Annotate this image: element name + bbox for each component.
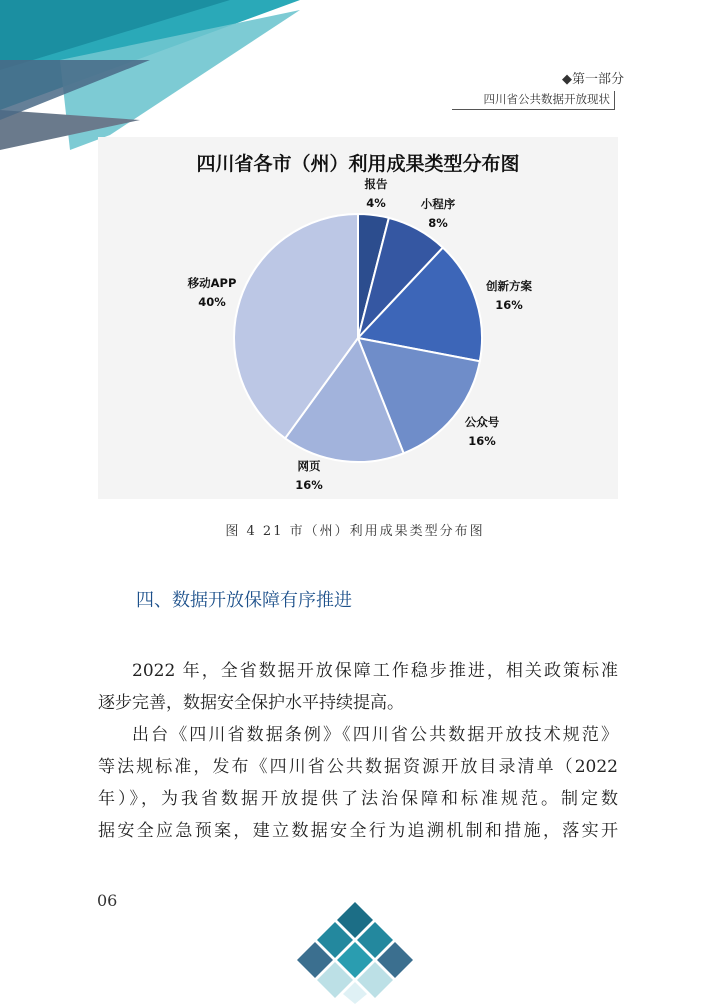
slice-percent: 40% (198, 295, 226, 309)
paragraph-line: 出台《四川省数据条例》《四川省公共数据开放技术规范》 (132, 725, 618, 745)
section-subtitle: 四川省公共数据开放现状 (452, 91, 615, 110)
slice-name: 小程序 (420, 197, 456, 211)
slice-name: 移动APP (187, 276, 237, 290)
corner-decoration (0, 0, 310, 150)
paragraph-1 (98, 655, 618, 719)
paragraph-line: 2022 年，全省数据开放保障工作稳步推进，相关政策标准 (132, 661, 618, 681)
paragraph-line: 等法规标准，发布《四川省公共数据资源开放目录清单（2022 (98, 757, 618, 777)
slice-name: 公众号 (464, 415, 500, 429)
paragraph-line: 据安全应急预案，建立数据安全行为追溯机制和措施，落实开 (98, 821, 618, 841)
paragraph-line: 年）》，为我省数据开放提供了法治保障和标准规范。制定数 (98, 789, 618, 809)
slice-name: 网页 (297, 459, 321, 473)
paragraph-line: 逐步完善，数据安全保护水平持续提高。 (98, 693, 404, 713)
slice-name: 创新方案 (486, 279, 532, 293)
slice-label-mobile-app (172, 274, 252, 312)
slice-percent: 4% (366, 196, 386, 210)
page-number: 06 (97, 891, 118, 910)
chart-title: 四川省各市（州）利用成果类型分布图 (196, 153, 520, 175)
slice-percent: 16% (495, 298, 523, 312)
slice-name: 报告 (364, 177, 388, 191)
slice-percent: 16% (295, 478, 323, 492)
slice-percent: 16% (468, 434, 496, 448)
footer-diamond-logo (295, 898, 415, 1004)
slice-label-official-account (452, 413, 512, 451)
slice-percent: 8% (428, 216, 448, 230)
slice-label-webpage (284, 457, 334, 495)
slice-label-miniprogram (408, 195, 468, 233)
figure-caption: 图 4 21 市（州）利用成果类型分布图 (225, 524, 485, 539)
slice-label-report (354, 175, 398, 213)
slice-label-innovation (474, 277, 544, 315)
section-heading: 四、数据开放保障有序推进 (136, 590, 352, 611)
part-label: ◆第一部分 (562, 72, 624, 87)
paragraph-2 (98, 719, 618, 847)
pie-chart (98, 137, 618, 499)
